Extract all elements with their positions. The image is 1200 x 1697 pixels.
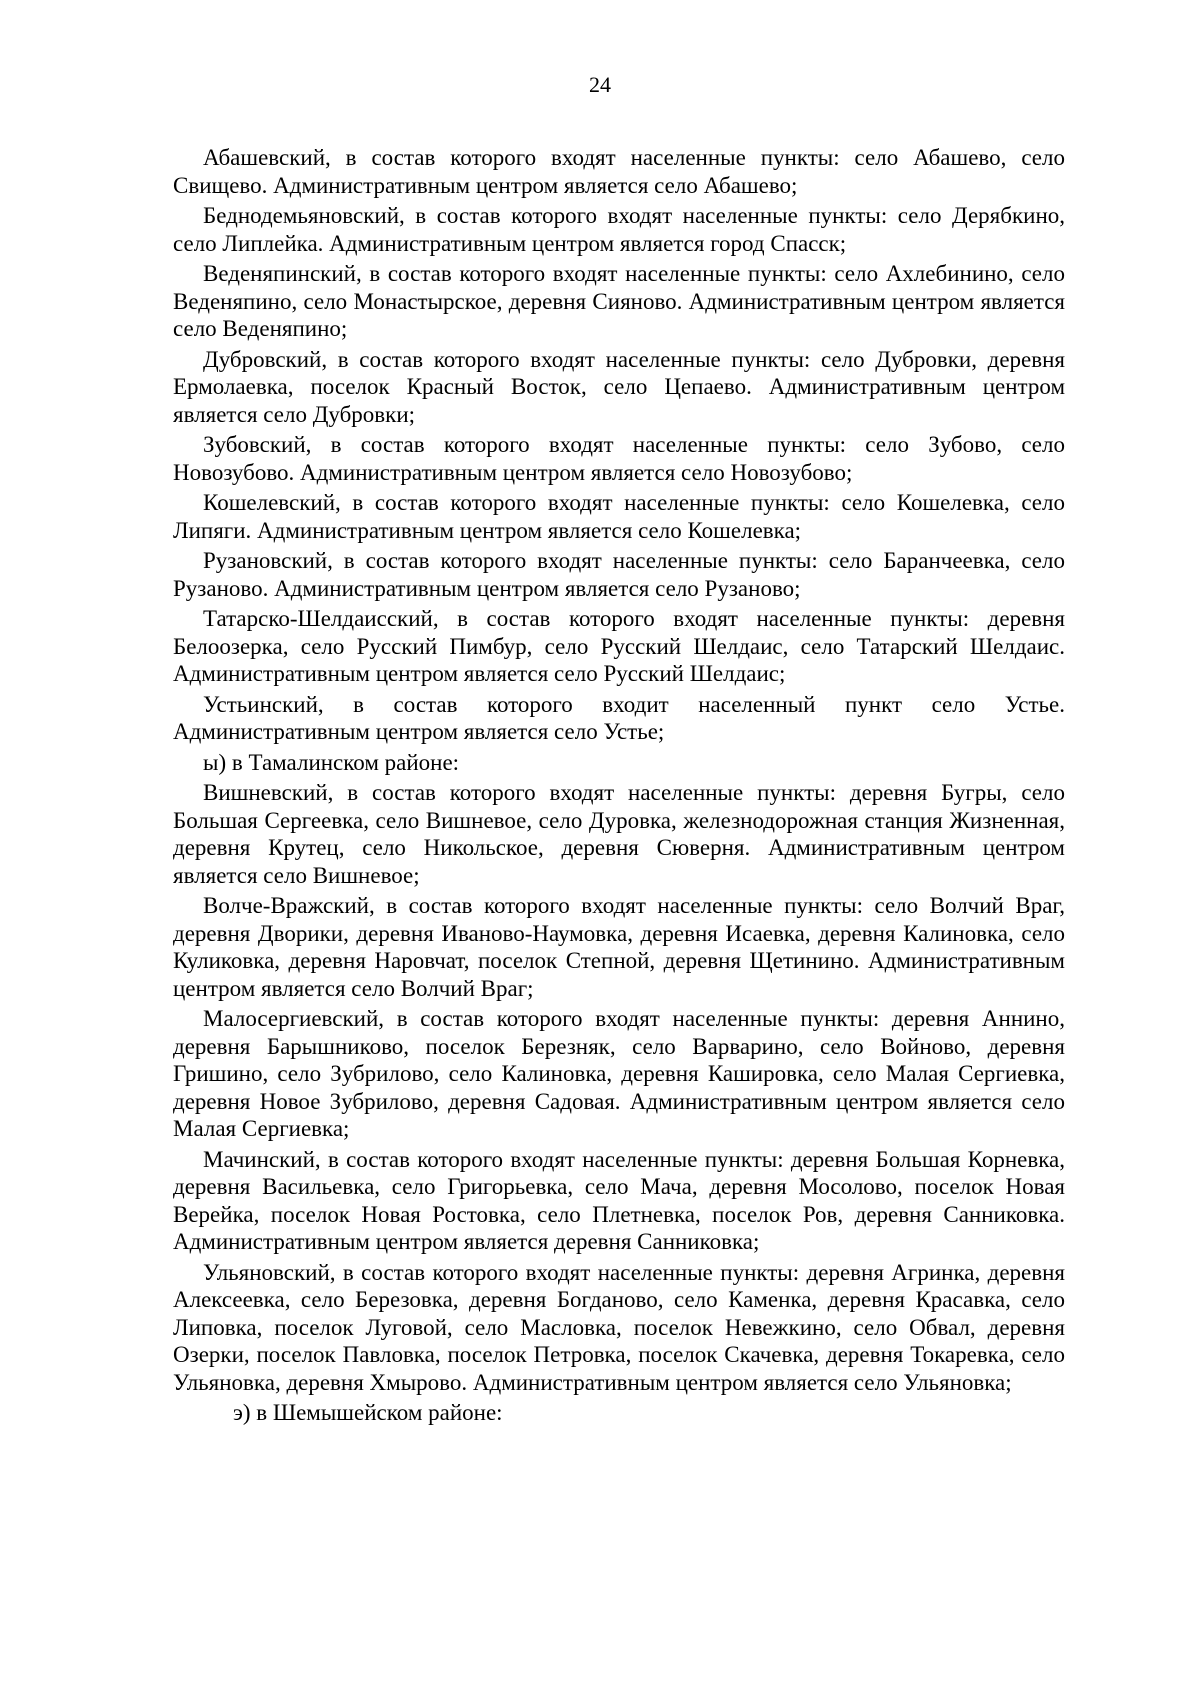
paragraph-dubrovsky: Дубровский, в состав которого входят населенные пункты: село Дубровки, деревня Ермолаевка, поселок Красный Восток, село Цепаево. Административным центром является село Дубровки; (173, 346, 1065, 427)
paragraph-ustinsky: Устьинский, в состав которого входит населенный пункт село Устье. Административным центром является село Устье; (173, 691, 1065, 744)
paragraph-vedenyapinsky: Веденяпинский, в состав которого входят населенные пункты: село Ахлебинино, село Веденяпино, село Монастырское, деревня Сияново. Административным центром является село Веденяпино; (173, 261, 1065, 341)
paragraph-abashevsky: Абашевский, в состав которого входят населенные пункты: село Абашево, село Свищево. Административным центром является село Абашево; (173, 145, 1065, 198)
paragraph-malosergievsky: Малосергиевский, в состав которого входят населенные пункты: деревня Аннино, деревня Барышниково, поселок Березняк, село Варварино, село Войново, деревня Гришино, село Зубрилово, село Калиновка, деревня Кашировка, село Малая Сергиевка, деревня Новое Зубрилово, деревня Садовая. Административным центром является село Малая Сергиевка; (173, 1006, 1065, 1141)
paragraph-bednodemyanovsky: Беднодемьяновский, в состав которого входят населенные пункты: село Дерябкино, село Липлейка. Административным центром является город Спасск; (173, 203, 1065, 256)
section-heading-shemysheysky: э) в Шемышейском районе: (233, 1400, 503, 1425)
paragraph-ulyanovsky: Ульяновский, в состав которого входят населенные пункты: деревня Агринка, деревня Алексеевка, село Березовка, деревня Богданово, село Каменка, деревня Красавка, село Липовка, поселок Луговой, село Масловка, поселок Невежкино, село Обвал, деревня Озерки, поселок Павловка, поселок Петровка, поселок Скачевка, деревня Токаревка, село Ульяновка, деревня Хмырово. Административным центром является село Ульяновка; (173, 1259, 1065, 1395)
page-number: 24 (589, 72, 611, 97)
paragraph-ruzanovsky: Рузановский, в состав которого входят населенные пункты: село Баранчеевка, село Рузаново. Административным центром является село Рузаново; (173, 548, 1065, 601)
document-body (173, 144, 1065, 1430)
paragraph-zubovsky: Зубовский, в состав которого входят населенные пункты: село Зубово, село Новозубово. Административным центром является село Новозубово; (173, 432, 1065, 485)
paragraph-koshelevsky: Кошелевский, в состав которого входят населенные пункты: село Кошелевка, село Липяги. Административным центром является село Кошелевка; (173, 490, 1065, 543)
paragraph-tatarsko-sheldaissky: Татарско-Шелдаисский, в состав которого входят населенные пункты: деревня Белоозерка, село Русский Пимбур, село Русский Шелдаис, село Татарский Шелдаис. Административным центром является село Русский Шелдаис; (173, 606, 1065, 686)
paragraph-volche-vrazhsky: Волче-Вражский, в состав которого входят населенные пункты: село Волчий Враг, деревня Дворики, деревня Иваново-Наумовка, деревня Исаевка, деревня Калиновка, село Куликовка, деревня Наровчат, поселок Степной, деревня Щетинино. Административным центром является село Волчий Враг; (173, 893, 1065, 1001)
paragraph-machinsky: Мачинский, в состав которого входят населенные пункты: деревня Большая Корневка, деревня Васильевка, село Григорьевка, село Мача, деревня Мосолово, поселок Новая Верейка, поселок Новая Ростовка, село Плетневка, поселок Ров, деревня Санниковка. Административным центром является деревня Санниковка; (173, 1146, 1065, 1254)
section-heading-tamalinsky: ы) в Тамалинском районе: (203, 749, 460, 775)
paragraph-vishnevsky: Вишневский, в состав которого входят населенные пункты: деревня Бугры, село Большая Сергеевка, село Вишневое, село Дуровка, железнодорожная станция Жизненная, деревня Крутец, село Никольское, деревня Сюверня. Административным центром является село Вишневое; (173, 780, 1065, 888)
